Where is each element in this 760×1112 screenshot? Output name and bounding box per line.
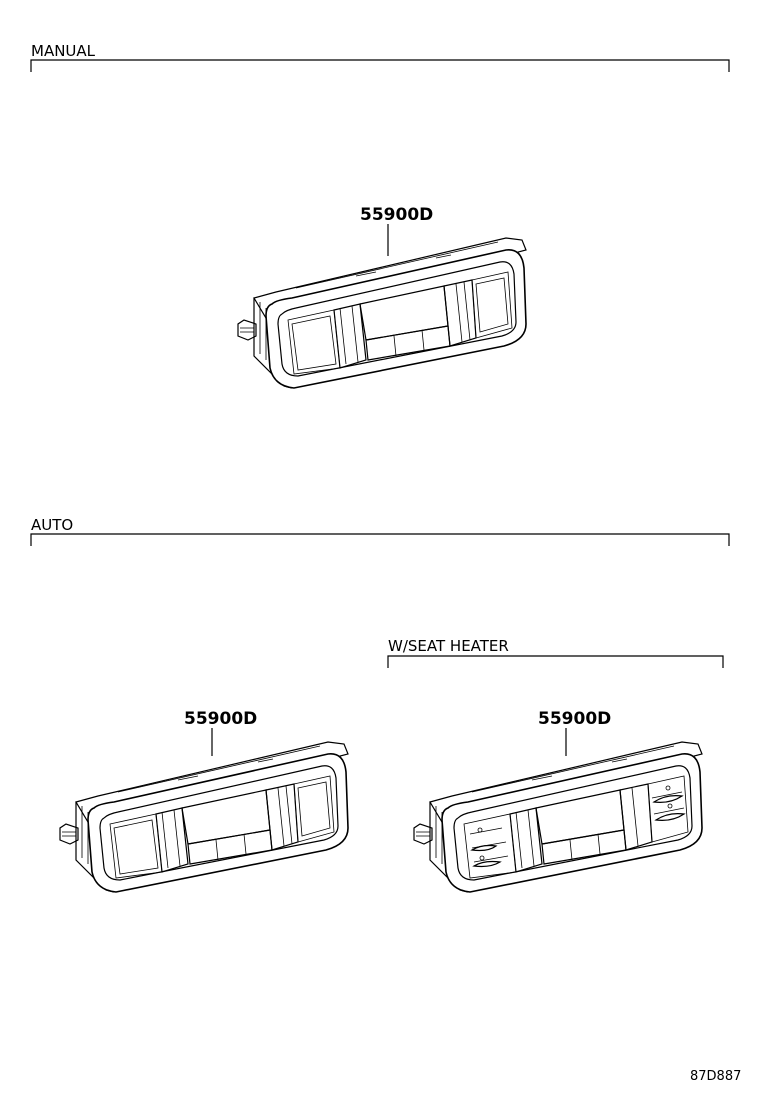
subsection-title-seat-heater: W/SEAT HEATER xyxy=(388,637,509,655)
part-number-auto: 55900D xyxy=(184,709,258,729)
section-bracket-auto xyxy=(31,534,729,546)
climate-control-panel-manual xyxy=(238,238,526,388)
part-number-manual: 55900D xyxy=(360,205,434,225)
diagram-code: 87D887 xyxy=(690,1069,742,1084)
section-title-manual: MANUAL xyxy=(31,42,96,60)
section-title-auto: AUTO xyxy=(31,516,74,534)
climate-control-panel-auto xyxy=(60,742,348,892)
section-bracket-manual xyxy=(31,60,729,72)
part-number-seat-heater: 55900D xyxy=(538,709,612,729)
subsection-bracket-seat-heater xyxy=(388,656,723,668)
climate-control-panel-seat-heater xyxy=(414,742,702,892)
